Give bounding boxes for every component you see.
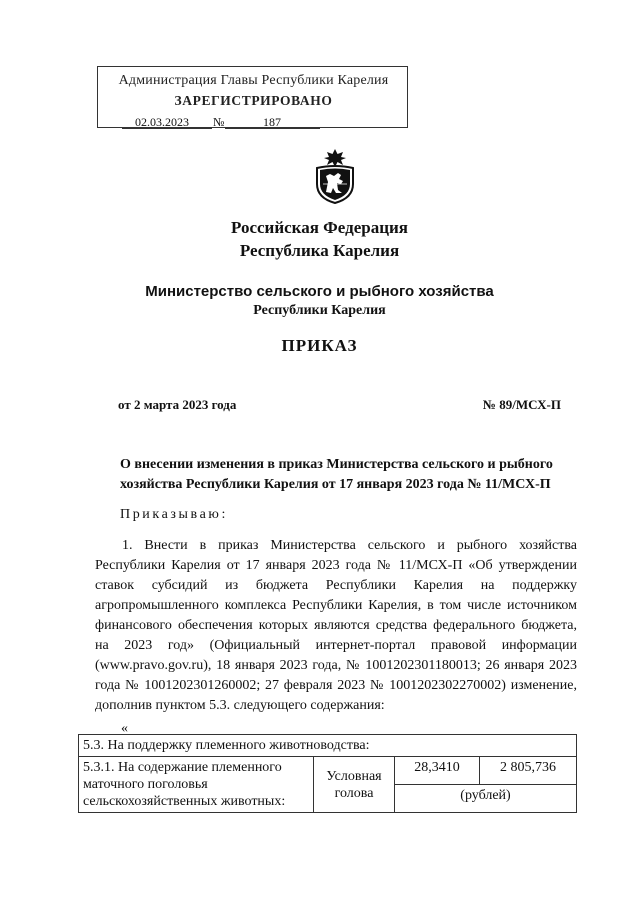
stamp-date-underline <box>122 128 212 129</box>
subsidy-table <box>78 734 577 813</box>
section-cell: 5.3. На поддержку племенного животноводства: <box>79 735 577 757</box>
item-cell: 5.3.1. На содержание племенного маточного поголовья сельскохозяйственных животных: <box>79 757 314 813</box>
country-heading: Российская Федерация <box>231 218 408 237</box>
stamp-registered: ЗАРЕГИСТРИРОВАНО <box>174 93 333 108</box>
stamp-number-underline <box>225 128 320 129</box>
stamp-authority: Администрация Главы Республики Карелия <box>118 73 389 88</box>
stamp-number: 187 <box>263 115 281 129</box>
registration-stamp <box>97 66 408 128</box>
rate-cell: 28,3410 <box>395 757 480 785</box>
table-row <box>79 757 577 785</box>
stamp-number-label: № <box>213 115 225 129</box>
order-number: № 89/МСХ-П <box>482 397 561 412</box>
stamp-date: 02.03.2023 <box>135 115 189 129</box>
order-date: от 2 марта 2023 года <box>118 397 237 412</box>
amount-cell: 2 805,736 <box>480 757 577 785</box>
table-row <box>79 735 577 757</box>
document-type: ПРИКАЗ <box>281 336 358 355</box>
republic-heading: Республика Карелия <box>239 241 400 260</box>
ministry-region: Республики Карелия <box>253 303 386 318</box>
order-body-paragraph: 1. Внести в приказ Министерства сельского и рыбного хозяйства Республики Карелия от 17 января 2023 года № 11/МСХ-П «Об утверждении ставок субсидий из бюджета Республики Карелия на поддержку агропромышленного комплекса Республики Карелия, в том числе источником финансового обеспечения которых являются средства федерального бюджета, на 2023 год» (Официальный интернет-портал правовой информации (www.pravo.gov.ru), 18 января 2023 года, № 1001202301180013; 26 января 2023 года № 1001202301260002; 27 февраля 2023 № 1001202302270002) изменение, дополнив пунктом 5.3. следующего содержания: <box>95 538 577 713</box>
order-directive: Приказываю: <box>120 507 228 522</box>
coat-of-arms-icon <box>312 148 358 204</box>
ministry-heading: Министерство сельского и рыбного хозяйства <box>145 283 494 300</box>
currency-cell: (рублей) <box>395 785 577 813</box>
order-subject: О внесении изменения в приказ Министерства сельского и рыбного хозяйства Республики Карелия от 17 января 2023 года № 11/МСХ-П <box>120 457 553 492</box>
quote-open: « <box>121 721 128 736</box>
unit-cell: Условная голова <box>314 757 395 813</box>
